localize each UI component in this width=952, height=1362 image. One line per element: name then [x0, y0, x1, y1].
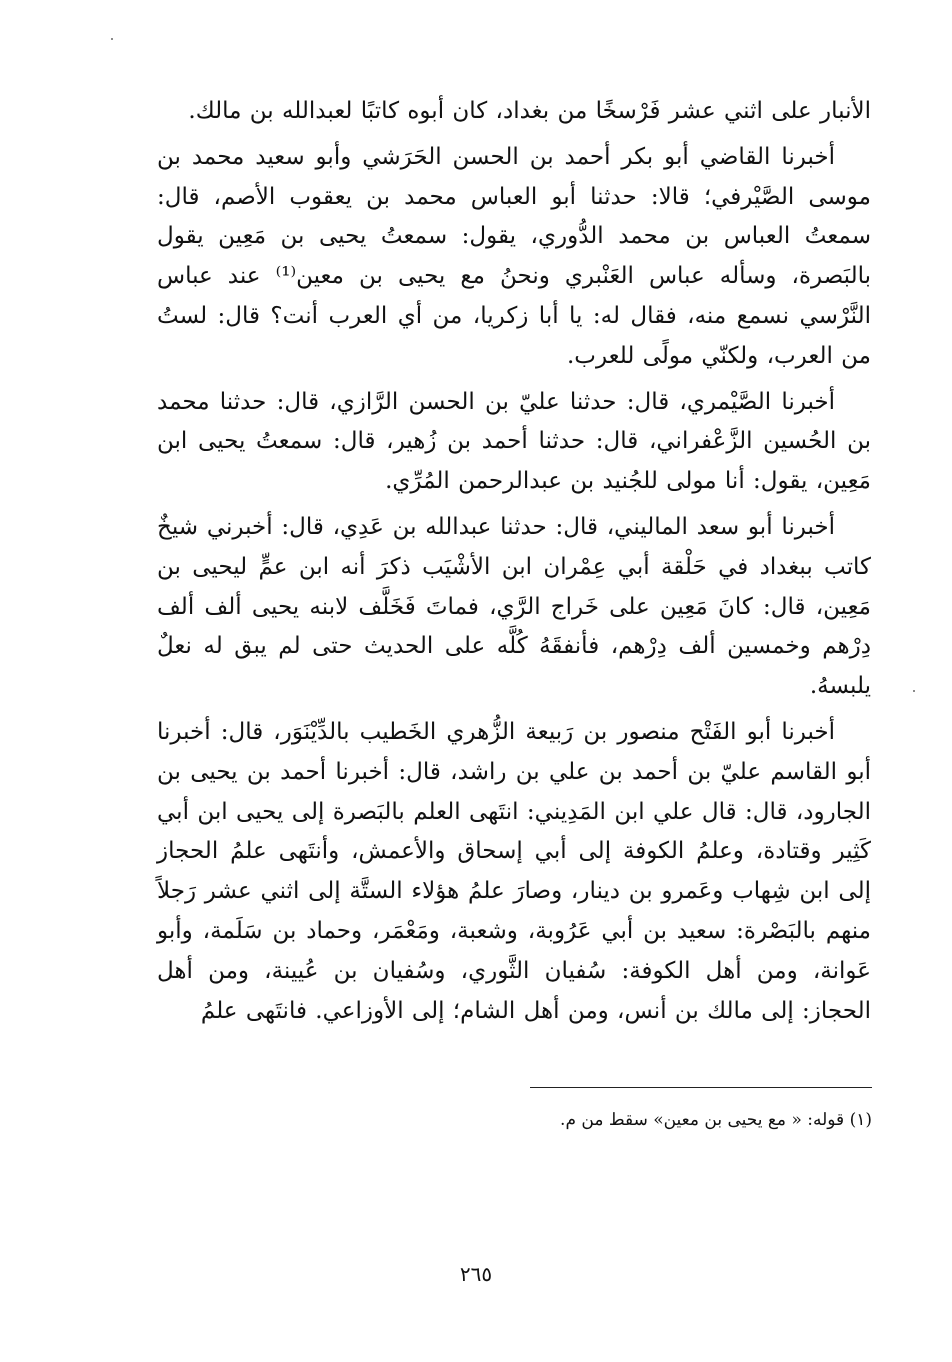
page-number: ٢٦٥: [459, 1262, 493, 1286]
paragraph-4: أخبرنا أبو سعد الماليني، قال: حدثنا عبدالله بن عَدِي، قال: أخبرني شيخٌ كاتب ببغداد في حَلْقة أبي عِمْران ابن الأشْيَب ذكرَ أنه ابن عمٍّ ليحيى بن مَعِين، قال: كانَ مَعِين على خَراج الرَّي، فماتَ فَخَلَّف لابنه يحيى ألف ألف دِرْهم وخمسين ألف دِرْهم، فأنفقَهُ كُلَّه على الحديث حتى لم يبق له نعلٌ يلبسهُ.: [157, 513, 871, 700]
paragraph-2: أخبرنا القاضي أبو بكر أحمد بن الحسن الحَرَشي وأبو سعيد محمد بن موسى الصَّيْرفي؛ قالا: حدثنا أبو العباس محمد بن يعقوب الأصم، قال: سمعتُ العباس بن محمد الدُّوري، يقول: سمعتُ يحيى بن مَعِين يقول بالبَصرة، وسأله عباس العَنْبري ونحنُ مع يحيى بن معين⁽¹⁾ عند عباس النَّرْسي نسمع منه، فقال له: يا أبا زكريا، من أي العرب أنت؟ قال: لستُ من العرب، ولكنّي مولًى للعرب.: [157, 143, 871, 369]
footnote: (١) قوله: « مع يحيى بن معين» سقط من م.: [560, 1110, 872, 1130]
scan-speck: [913, 690, 915, 692]
paragraph-3: أخبرنا الصَّيْمري، قال: حدثنا عليّ بن الحسن الرَّازي، قال: حدثنا محمد بن الحُسين الزَّعْفراني، قال: حدثنا أحمد بن زُهير، قال: سمعتُ يحيى ابن مَعِين، يقول: أنا مولى للجُنيد بن عبدالرحمن المُرِّي.: [157, 388, 871, 495]
paragraph-1: الأنبار على اثني عشر فَرْسخًا من بغداد، كان أبوه كاتبًا لعبدالله بن مالك.: [188, 98, 871, 124]
scan-speck: [111, 38, 113, 40]
main-text: [157, 92, 871, 1031]
footnote-divider: [530, 1087, 872, 1088]
paragraph-5: أخبرنا أبو الفَتْح منصور بن رَبيعة الزُّهري الخَطيب بالدِّيْنَوَر، قال: أخبرنا أبو القاسم عليّ بن أحمد بن علي بن راشد، قال: أخبرنا أحمد بن يحيى بن الجارود، قال: قال علي ابن المَدِيني: انتَهى العلم بالبَصرة إلى يحيى ابن أبي كَثِير وقتادة، وعلمُ الكوفة إلى أبي إسحاق والأعمش، وأنتَهى علمُ الحجاز إلى ابن شِهاب وعَمرو بن دينار، وصارَ علمُ هؤلاء الستَّة إلى اثني عشر رَجلاً منهم بالبَصْرة: سعيد بن أبي عَرُوبة، وشعبة، ومَعْمَر، وحماد بن سَلَمة، وأبو عَوانة، ومن أهل الكوفة: سُفيان الثَّوري، وسُفيان بن عُيينة، ومن أهل الحجاز: إلى مالك بن أنس، ومن أهل الشام؛ إلى الأوزاعي. فانتَهى علمُ: [157, 718, 871, 1024]
